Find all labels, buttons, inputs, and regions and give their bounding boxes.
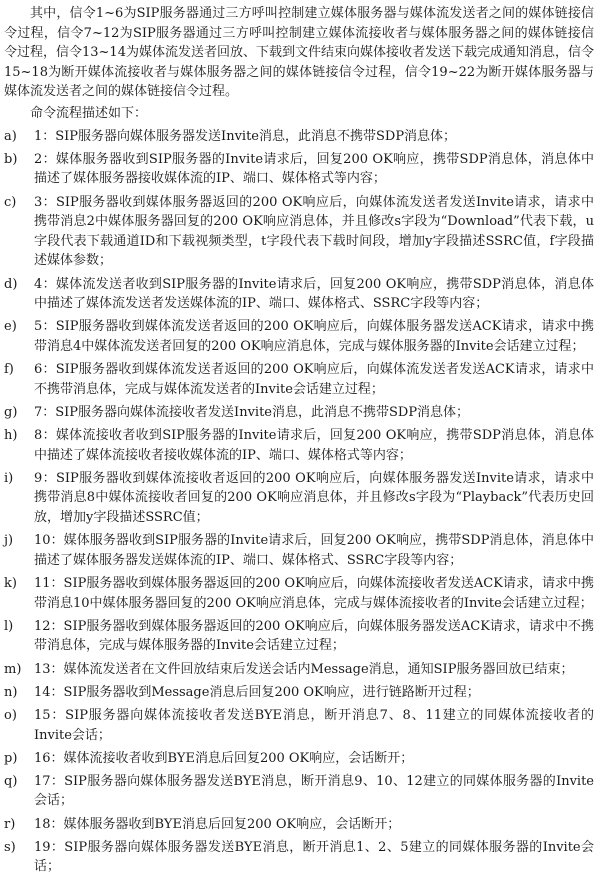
list-item-s — [4, 838, 594, 877]
item-text: 14：SIP服务器收到Message消息后回复200 OK响应，进行链路断开过程； — [34, 684, 480, 700]
item-text: 10：媒体服务器收到SIP服务器的Invite请求后，回复200 OK响应，携带SDP消息体，消息体中描述了媒体服务器发送媒体流的IP、端口、媒体格式、SSRC字段等内容； — [34, 533, 594, 568]
item-text: 11：SIP服务器收到媒体服务器返回的200 OK响应后，向媒体流接收者发送ACK请求，请求中携带消息10中媒体服务器回复的200 OK响应消息体，完成与媒体流接收者的Invite会话建立过程； — [34, 575, 594, 611]
list-item-p — [4, 749, 594, 769]
item-label: r) — [4, 816, 16, 832]
list-item-n — [4, 683, 594, 703]
item-label: e) — [4, 319, 17, 335]
item-label: n) — [4, 684, 18, 700]
item-text: 6：SIP服务器收到媒体流发送者返回的200 OK响应后，向媒体流发送者发送ACK请求，请求中不携带消息体，完成与媒体流发送者的Invite会话建立过程； — [34, 362, 594, 397]
list-item-o — [4, 706, 594, 745]
item-label: a) — [4, 128, 17, 144]
item-text: 17：SIP服务器向媒体服务器发送BYE消息，断开消息9、10、12建立的同媒体服务器的Invite会话； — [34, 773, 594, 809]
list-item-f — [4, 360, 594, 399]
item-text: 15：SIP服务器向媒体流接收者发送BYE消息，断开消息7、8、11建立的同媒体流接收者的Invite会话； — [34, 707, 594, 743]
list-item-h — [4, 426, 594, 465]
list-item-r — [4, 815, 594, 835]
list-item-j — [4, 531, 594, 570]
item-label: k) — [4, 575, 17, 591]
item-text: 3：SIP服务器收到媒体服务器返回的200 OK响应后，向媒体流发送者发送Invite请求，请求中携带消息2中媒体服务器回复的200 OK响应消息体，并且修改s字段为“Download”代表下载，u字段代表下载通道ID和下载视频类型，t字段代表下载时间段，增加y字段描述SSRC值，f字段描述媒体参数； — [34, 194, 594, 269]
item-text: 1：SIP服务器向媒体服务器发送Invite消息，此消息不携带SDP消息体； — [34, 128, 457, 144]
section-heading: 命令流程描述如下： — [30, 105, 148, 121]
list-item-c — [4, 193, 594, 271]
item-text: 16：媒体流接收者收到BYE消息后回复200 OK响应，会话断开； — [34, 750, 414, 766]
list-item-i — [4, 469, 594, 528]
item-text: 12：SIP服务器收到媒体服务器返回的200 OK响应后，向媒体服务器发送ACK请求，请求中不携带消息体，完成与媒体服务器的Invite会话建立过程； — [34, 618, 594, 654]
list-item-k — [4, 574, 594, 613]
list-item-q — [4, 772, 594, 811]
item-label: m) — [4, 661, 22, 677]
list-item-g — [4, 403, 594, 423]
item-text: 13：媒体流发送者在文件回放结束后发送会话内Message消息，通知SIP服务器回放已结束； — [34, 661, 574, 677]
item-text: 4：媒体流发送者收到SIP服务器的Invite请求后，回复200 OK响应，携带SDP消息体，消息体中描述了媒体流发送者发送媒体流的IP、端口、媒体格式、SSRC字段等内容； — [34, 276, 594, 312]
item-label: s) — [4, 839, 16, 855]
list-item-e — [4, 317, 594, 356]
item-label: j) — [4, 533, 14, 549]
item-text: 8：媒体流接收者收到SIP服务器的Invite请求后，回复200 OK响应，携带SDP消息体，消息体中描述了媒体流接收者接收媒体流的IP、端口、媒体格式等内容； — [34, 428, 594, 463]
item-text: 5：SIP服务器收到媒体流发送者返回的200 OK响应后，向媒体服务器发送ACK请求，请求中携带消息4中媒体流发送者回复的200 OK响应消息体，完成与媒体服务器的Invite会话建立过程； — [34, 319, 594, 354]
list-item-b — [4, 150, 594, 189]
item-label: d) — [4, 276, 18, 292]
item-label: b) — [4, 151, 18, 167]
list-item-l — [4, 617, 594, 656]
item-text: 19：SIP服务器向媒体服务器发送BYE消息，断开消息1、2、5建立的同媒体服务器的Invite会话； — [34, 839, 594, 875]
item-label: q) — [4, 773, 18, 789]
item-label: l) — [4, 618, 14, 634]
item-label: f) — [4, 362, 14, 378]
item-label: h) — [4, 428, 18, 444]
item-label: o) — [4, 707, 17, 723]
item-label: c) — [4, 194, 17, 210]
item-label: i) — [4, 470, 14, 486]
item-label: g) — [4, 404, 18, 420]
item-text: 7：SIP服务器向媒体流接收者发送Invite消息，此消息不携带SDP消息体； — [34, 404, 470, 420]
list-item-a — [4, 127, 594, 147]
item-text: 18：媒体服务器收到BYE消息后回复200 OK响应，会话断开； — [34, 816, 401, 832]
step-list — [4, 127, 594, 877]
intro-paragraph: 其中，信令1~6为SIP服务器通过三方呼叫控制建立媒体服务器与媒体流发送者之间的媒体链接信令过程，信令7~12为SIP服务器通过三方呼叫控制建立媒体流接收者与媒体服务器之间的媒体链接信令过程，信令13~14为媒体流发送者回放、下载到文件结束向媒体接收者发送下载完成通知消息，信令15~18为断开媒体流接收者与媒体服务器之间的媒体链接信令过程，信令19~22为断开媒体服务器与媒体流发送者之间的媒体链接信令过程。 — [4, 6, 594, 100]
item-text: 9：SIP服务器收到媒体流接收者返回的200 OK响应后，向媒体服务器发送Invite请求，请求中携带消息8中媒体流接收者回复的200 OK响应消息体，并且修改s字段为“Playback”代表历史回放，增加y字段描述SSRC值； — [34, 470, 594, 525]
list-item-d — [4, 275, 594, 314]
item-label: p) — [4, 750, 18, 766]
item-text: 2：媒体服务器收到SIP服务器的Invite请求后，回复200 OK响应，携带SDP消息体，消息体中描述了媒体服务器接收媒体流的IP、端口、媒体格式等内容； — [34, 151, 594, 187]
list-item-m — [4, 660, 594, 680]
